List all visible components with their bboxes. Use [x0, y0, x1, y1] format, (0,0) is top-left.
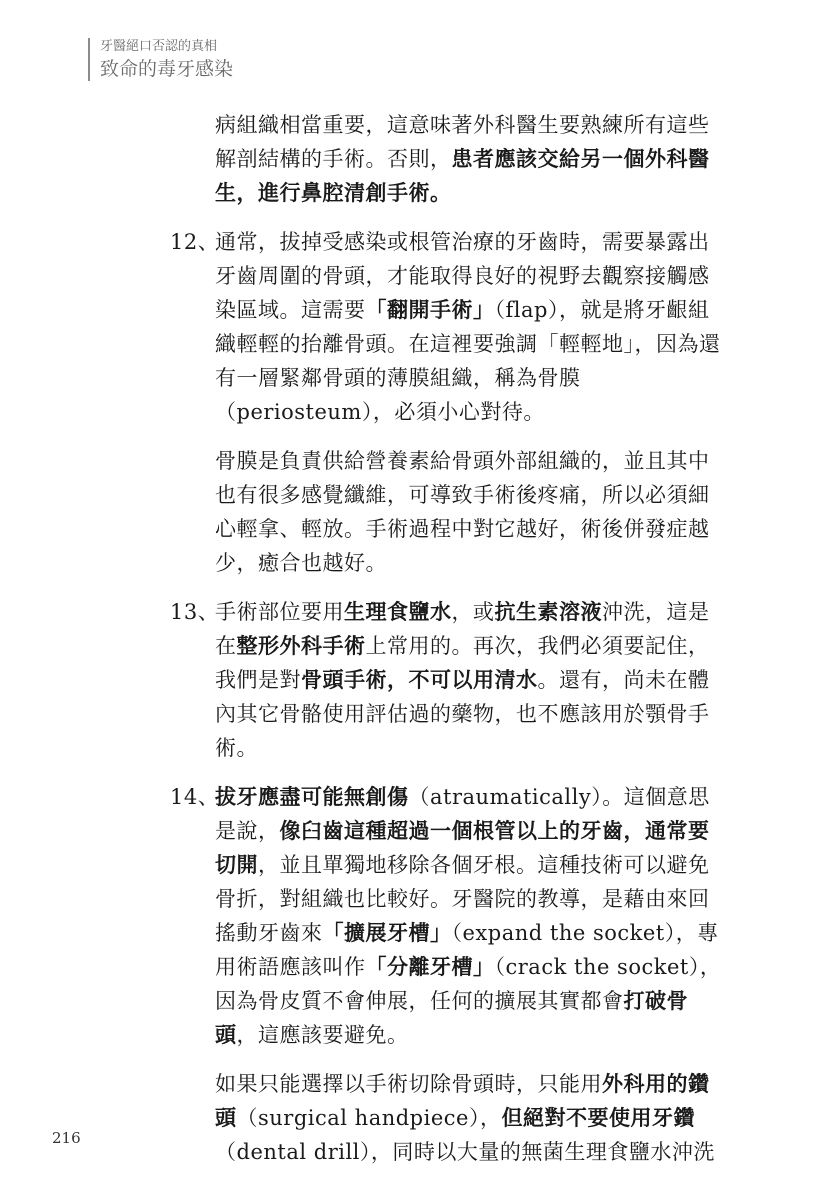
list-item-14 [170, 780, 722, 1052]
bold-run: 打破骨頭 [215, 989, 688, 1047]
bold-run: 抗生素溶液 [494, 600, 602, 624]
page-body [170, 108, 722, 1184]
bold-run: 但絕對不要使用牙鑽 [501, 1106, 695, 1130]
running-head [88, 38, 233, 81]
bold-run: 「分離牙槽」 [365, 955, 495, 979]
text-run: 病組織相當重要，這意味著外科醫生要熟練所有這些解剖結構的手術。否則， [215, 113, 710, 171]
text-run: （expand the socket），專用術語應該叫作 [215, 921, 719, 979]
paragraph-periosteum [170, 444, 722, 580]
text-run: 通常，拔掉受感染或根管治療的牙齒時，需要暴露出牙齒周圍的骨頭，才能取得良好的視野去觀察接觸感染區域。這需要 [215, 230, 710, 322]
item-number: 14、 [170, 785, 220, 809]
item-number: 12、 [170, 230, 220, 254]
item-text [215, 595, 722, 765]
text-run: 。還有，尚未在體內其它骨骼使用評估過的藥物，也不應該用於顎骨手術。 [215, 668, 710, 760]
paragraph-surgical-handpiece [170, 1067, 722, 1169]
text-run: ，並且單獨地移除各個牙根。這種技術可以避免骨折，對組織也比較好。牙醫院的教導，是藉由來回搖動牙齒來 [215, 853, 710, 945]
text-run: （atraumatically）。這個意思是說， [215, 785, 710, 843]
list-item-12 [170, 225, 722, 429]
text-run: ，或 [451, 600, 495, 624]
page-number: 216 [52, 1129, 81, 1147]
bold-run: 外科用的鑽頭 [215, 1072, 710, 1130]
bold-run: 整形外科手術 [236, 634, 366, 658]
paragraph-continued [170, 108, 722, 210]
bold-run: 患者應該交給另一個外科醫生，進行鼻腔清創手術。 [215, 147, 710, 205]
text-run: 上常用的。再次，我們必須要記住，我們是對 [215, 634, 710, 692]
text-run: 手術部位要用 [215, 600, 344, 624]
text-run: （dental drill），同時以大量的無菌生理食鹽水沖洗 [215, 1140, 715, 1164]
bold-run: 生理食鹽水 [344, 600, 452, 624]
bold-run: 骨頭手術，不可以用清水 [301, 668, 538, 692]
text-run: 如果只能選擇以手術切除骨頭時，只能用 [215, 1072, 602, 1096]
chapter-title: 致命的毒牙感染 [100, 58, 234, 80]
item-text [215, 780, 722, 1052]
book-title: 牙醫絕口否認的真相 [100, 39, 218, 54]
item-number: 13、 [170, 600, 220, 624]
text-run: （flap），就是將牙齦組織輕輕的抬離骨頭。在這裡要強調「輕輕地」，因為還有一層緊鄰骨頭的薄膜組織，稱為骨膜（periosteum），必須小心對待。 [215, 298, 721, 424]
bold-run: 「擴展牙槽」 [322, 921, 452, 945]
text-run: 沖洗，這是在 [215, 600, 710, 658]
text-run: （surgical handpiece）， [236, 1106, 502, 1130]
item-text [215, 225, 722, 429]
list-item-13 [170, 595, 722, 765]
bold-run: 像臼齒這種超過一個根管以上的牙齒，通常要切開 [215, 819, 710, 877]
text-run: 骨膜是負責供給營養素給骨頭外部組織的，並且其中也有很多感覺纖維，可導致手術後疼痛，所以必須細心輕拿、輕放。手術過程中對它越好，術後併發症越少，癒合也越好。 [215, 449, 710, 575]
bold-run: 拔牙應盡可能無創傷 [215, 785, 409, 809]
text-run: （crack the socket），因為骨皮質不會伸展，任何的擴展其實都會 [215, 955, 722, 1013]
bold-run: 「翻開手術」 [365, 298, 495, 322]
text-run: ，這應該要避免。 [236, 1023, 409, 1047]
